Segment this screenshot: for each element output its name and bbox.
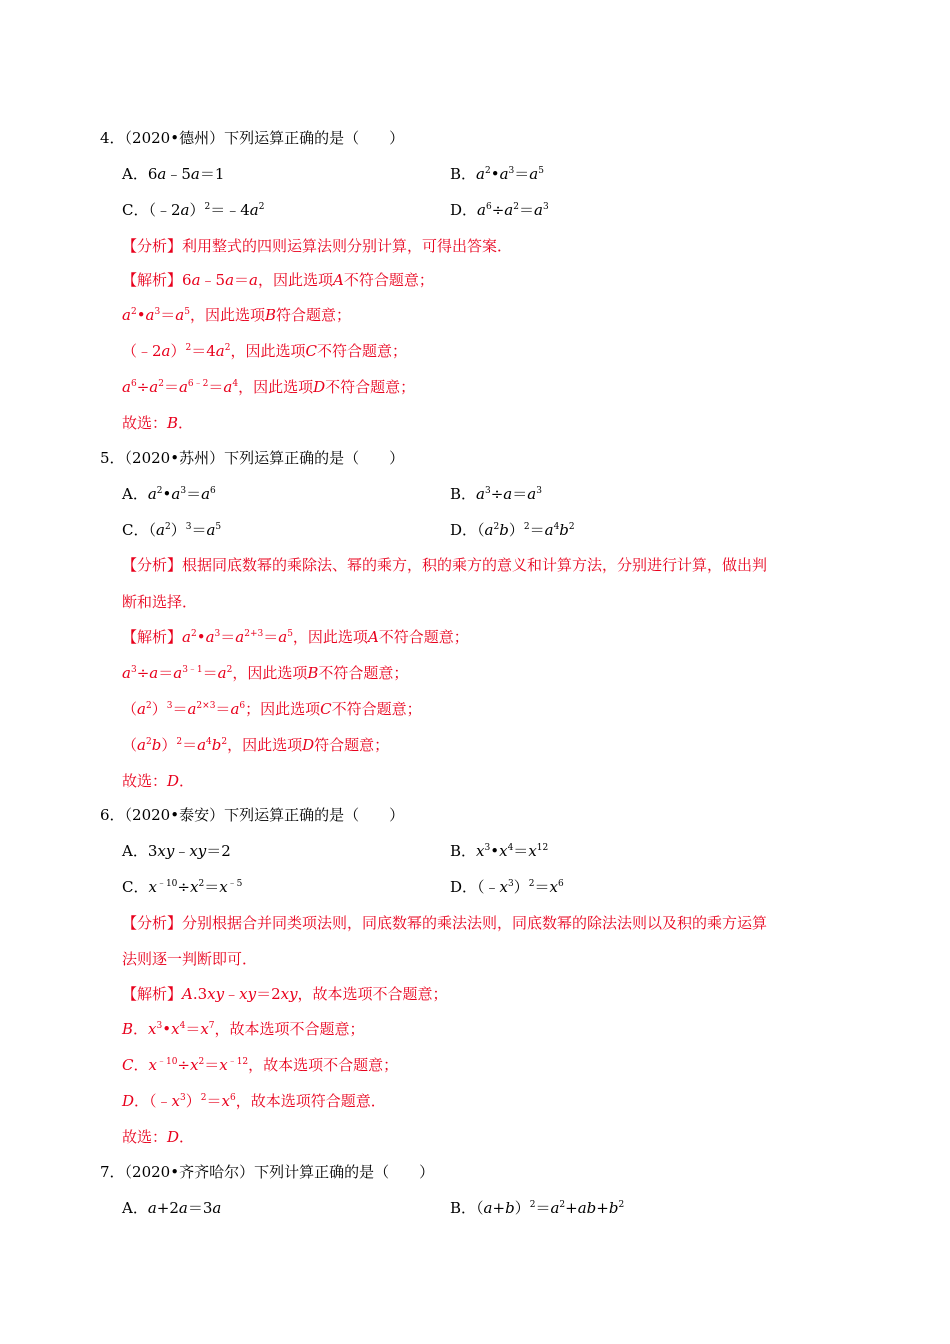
answer: 故选：D． — [122, 772, 195, 790]
option-c: C．$(a^2)^3=a^5$ — [122, 521, 222, 539]
analysis: 【分析】利用整式的四则运算法则分别计算，可得出答案． — [122, 237, 513, 255]
option-b: B．$a^2•a^3=a^5$ — [450, 165, 544, 183]
solution-line: B．$x^3•x^4=x^7$，故本选项不合题意； — [122, 1020, 365, 1038]
option-a: A．6a﹣5a＝1 — [122, 165, 225, 183]
question-7-stem: 7．（2020•齐齐哈尔）下列计算正确的是（ ） — [100, 1163, 435, 1181]
option-c: C．$(﹣2a)^2=﹣4a^2$ — [122, 201, 265, 219]
solution-line: D．$(﹣x^3)^2=x^6$，故本选项符合题意． — [122, 1092, 386, 1110]
option-d: D．$a^6\div a^2=a^3$ — [450, 201, 549, 219]
solution-line: C．$x^{﹣10}\div x^2=x^{﹣12}$，故本选项不合题意； — [122, 1056, 399, 1074]
solution-line: $a^6\div a^2=a^{6﹣2}=a^4$，因此选项D不符合题意； — [122, 378, 416, 396]
solution-line: $(a^2b)^2=a^4b^2$，因此选项D符合题意； — [122, 736, 390, 754]
answer: 故选：B． — [122, 414, 194, 432]
solution-line: 【解析】6a﹣5a＝a，因此选项A不符合题意； — [122, 271, 434, 289]
solution-line: 【解析】A.3xy﹣xy＝2xy，故本选项不合题意； — [122, 985, 448, 1003]
option-b: B．$(a+b)^2=a^2+ab+b^2$ — [450, 1199, 625, 1217]
answer: 故选：D． — [122, 1128, 195, 1146]
option-a: A．$a^2•a^3=a^6$ — [122, 485, 216, 503]
analysis-continued: 断和选择． — [122, 593, 198, 611]
solution-line: 【解析】$a^2•a^3=a^{2+3}=a^5$，因此选项A不符合题意； — [122, 628, 469, 646]
solution-line: $(﹣2a)^2=4a^2$，因此选项C不符合题意； — [122, 342, 407, 360]
option-d: D．$(a^2b)^2=a^4b^2$ — [450, 521, 575, 539]
option-b: B．$x^3•x^4=x^{12}$ — [450, 842, 549, 860]
question-5-stem: 5．（2020•苏州）下列运算正确的是（ ） — [100, 449, 405, 467]
question-4-stem — [100, 128, 404, 148]
solution-line: $a^3\div a=a^{3﹣1}=a^2$，因此选项B不符合题意； — [122, 664, 409, 682]
option-a: A．a+2a＝3a — [122, 1199, 222, 1217]
solution-line: $a^2•a^3=a^5$，因此选项B符合题意； — [122, 306, 351, 324]
option-c: C．$x^{﹣10}\div x^2=x^{﹣5}$ — [122, 878, 243, 896]
analysis-continued: 法则逐一判断即可． — [122, 950, 258, 968]
solution-line: $(a^2)^3=a^{2\times 3}=a^6$；因此选项C不符合题意； — [122, 700, 422, 718]
analysis: 【分析】分别根据合并同类项法则，同底数幂的乘法法则，同底数幂的除法法则以及积的乘方运算 — [122, 914, 768, 932]
question-source: （2020•德州） — [124, 129, 225, 147]
question-number: 4． — [100, 129, 125, 147]
question-text: 下列运算正确的是（ ） — [224, 129, 405, 147]
option-d: D．$(﹣x^3)^2=x^6$ — [450, 878, 564, 896]
option-a: A．3xy﹣xy＝2 — [122, 842, 231, 860]
analysis: 【分析】根据同底数幂的乘除法、幂的乘方，积的乘方的意义和计算方法，分别进行计算，做出判 — [122, 556, 768, 574]
question-6-stem: 6．（2020•泰安）下列运算正确的是（ ） — [100, 806, 405, 824]
option-b: B．$a^3\div a=a^3$ — [450, 485, 542, 503]
